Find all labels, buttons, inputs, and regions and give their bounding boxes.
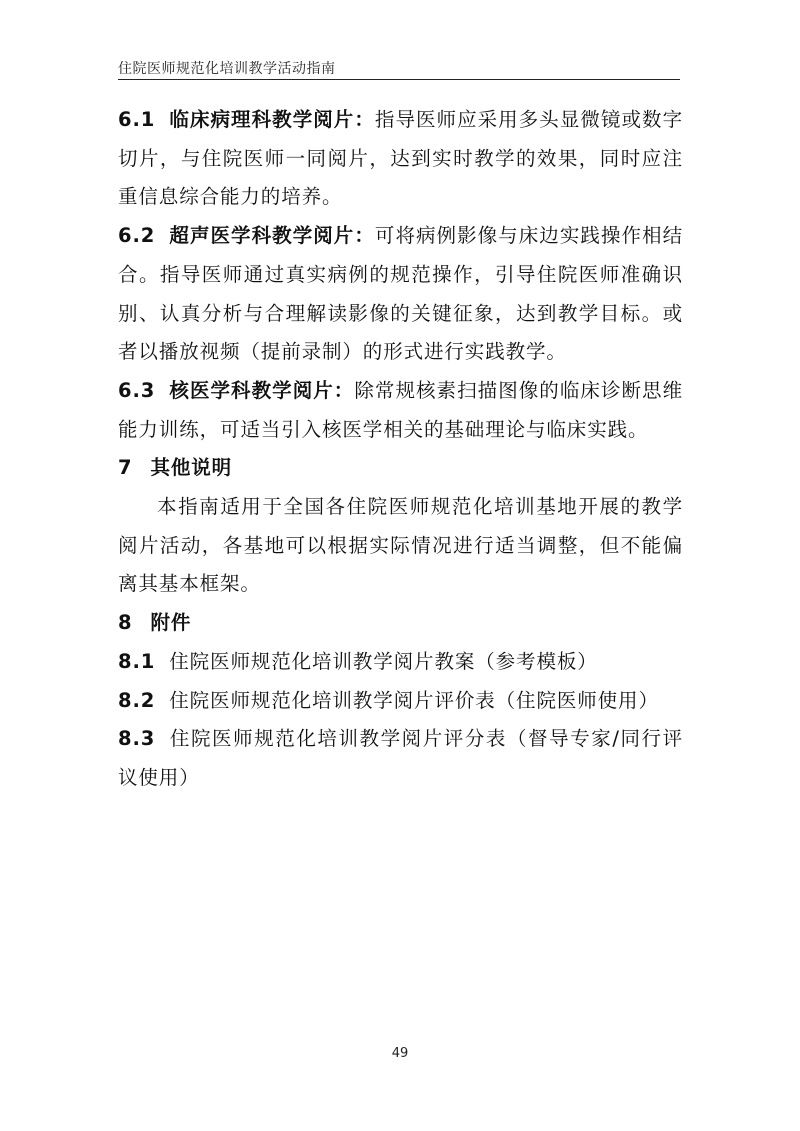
document-body [118, 101, 683, 798]
clause-number: 6.2 [118, 224, 156, 248]
attachment-text: 住院医师规范化培训教学阅片评分表（督导专家/同行评议使用） [118, 727, 683, 789]
clause-term: 超声医学科教学阅片： [169, 224, 375, 248]
attachment-8-2 [118, 682, 683, 721]
clause-6-3 [118, 372, 683, 449]
header-divider [118, 79, 680, 80]
section-title: 其他说明 [150, 456, 233, 480]
section-number: 7 [118, 456, 133, 480]
page-number: 49 [391, 1046, 409, 1061]
attachment-number: 8.1 [118, 649, 156, 673]
attachment-8-3 [118, 720, 683, 797]
attachment-8-1 [118, 643, 683, 682]
section-8-heading [118, 604, 683, 643]
clause-text: 除常规核素扫描图像的临床诊断思维能力训练，可适当引入核医学相关的基础理论与临床实践。 [118, 378, 684, 441]
clause-text: 可将病例影像与床边实践操作相结合。指导医师通过真实病例的规范操作，引导住院医师准确识别、认真分析与合理解读影像的关键征象，达到教学目标。或者以播放视频（提前录制）的形式进行实践教学。 [118, 224, 683, 364]
attachment-number: 8.2 [118, 688, 156, 712]
section-number: 8 [118, 611, 133, 635]
section-title: 附件 [150, 611, 192, 635]
clause-term: 临床病理科教学阅片： [169, 108, 375, 131]
attachment-text: 住院医师规范化培训教学阅片教案（参考模板） [169, 649, 598, 673]
clause-number: 6.3 [118, 378, 156, 402]
running-header: 住院医师规范化培训教学活动指南 [118, 61, 336, 77]
section-7-heading [118, 449, 683, 488]
attachment-number: 8.3 [118, 727, 156, 751]
attachment-text: 住院医师规范化培训教学阅片评价表（住院医师使用） [169, 688, 659, 712]
clause-6-2 [118, 217, 683, 372]
clause-6-1 [118, 101, 683, 217]
clause-number: 6.1 [118, 108, 156, 131]
clause-term: 核医学科教学阅片： [169, 378, 355, 402]
clause-text: 指导医师应采用多头显微镜或数字切片，与住院医师一同阅片，达到实时教学的效果，同时应注重信息综合能力的培养。 [118, 108, 683, 209]
section-7-body: 本指南适用于全国各住院医师规范化培训基地开展的教学阅片活动，各基地可以根据实际情况进行适当调整，但不能偏离其基本框架。 [118, 495, 683, 596]
